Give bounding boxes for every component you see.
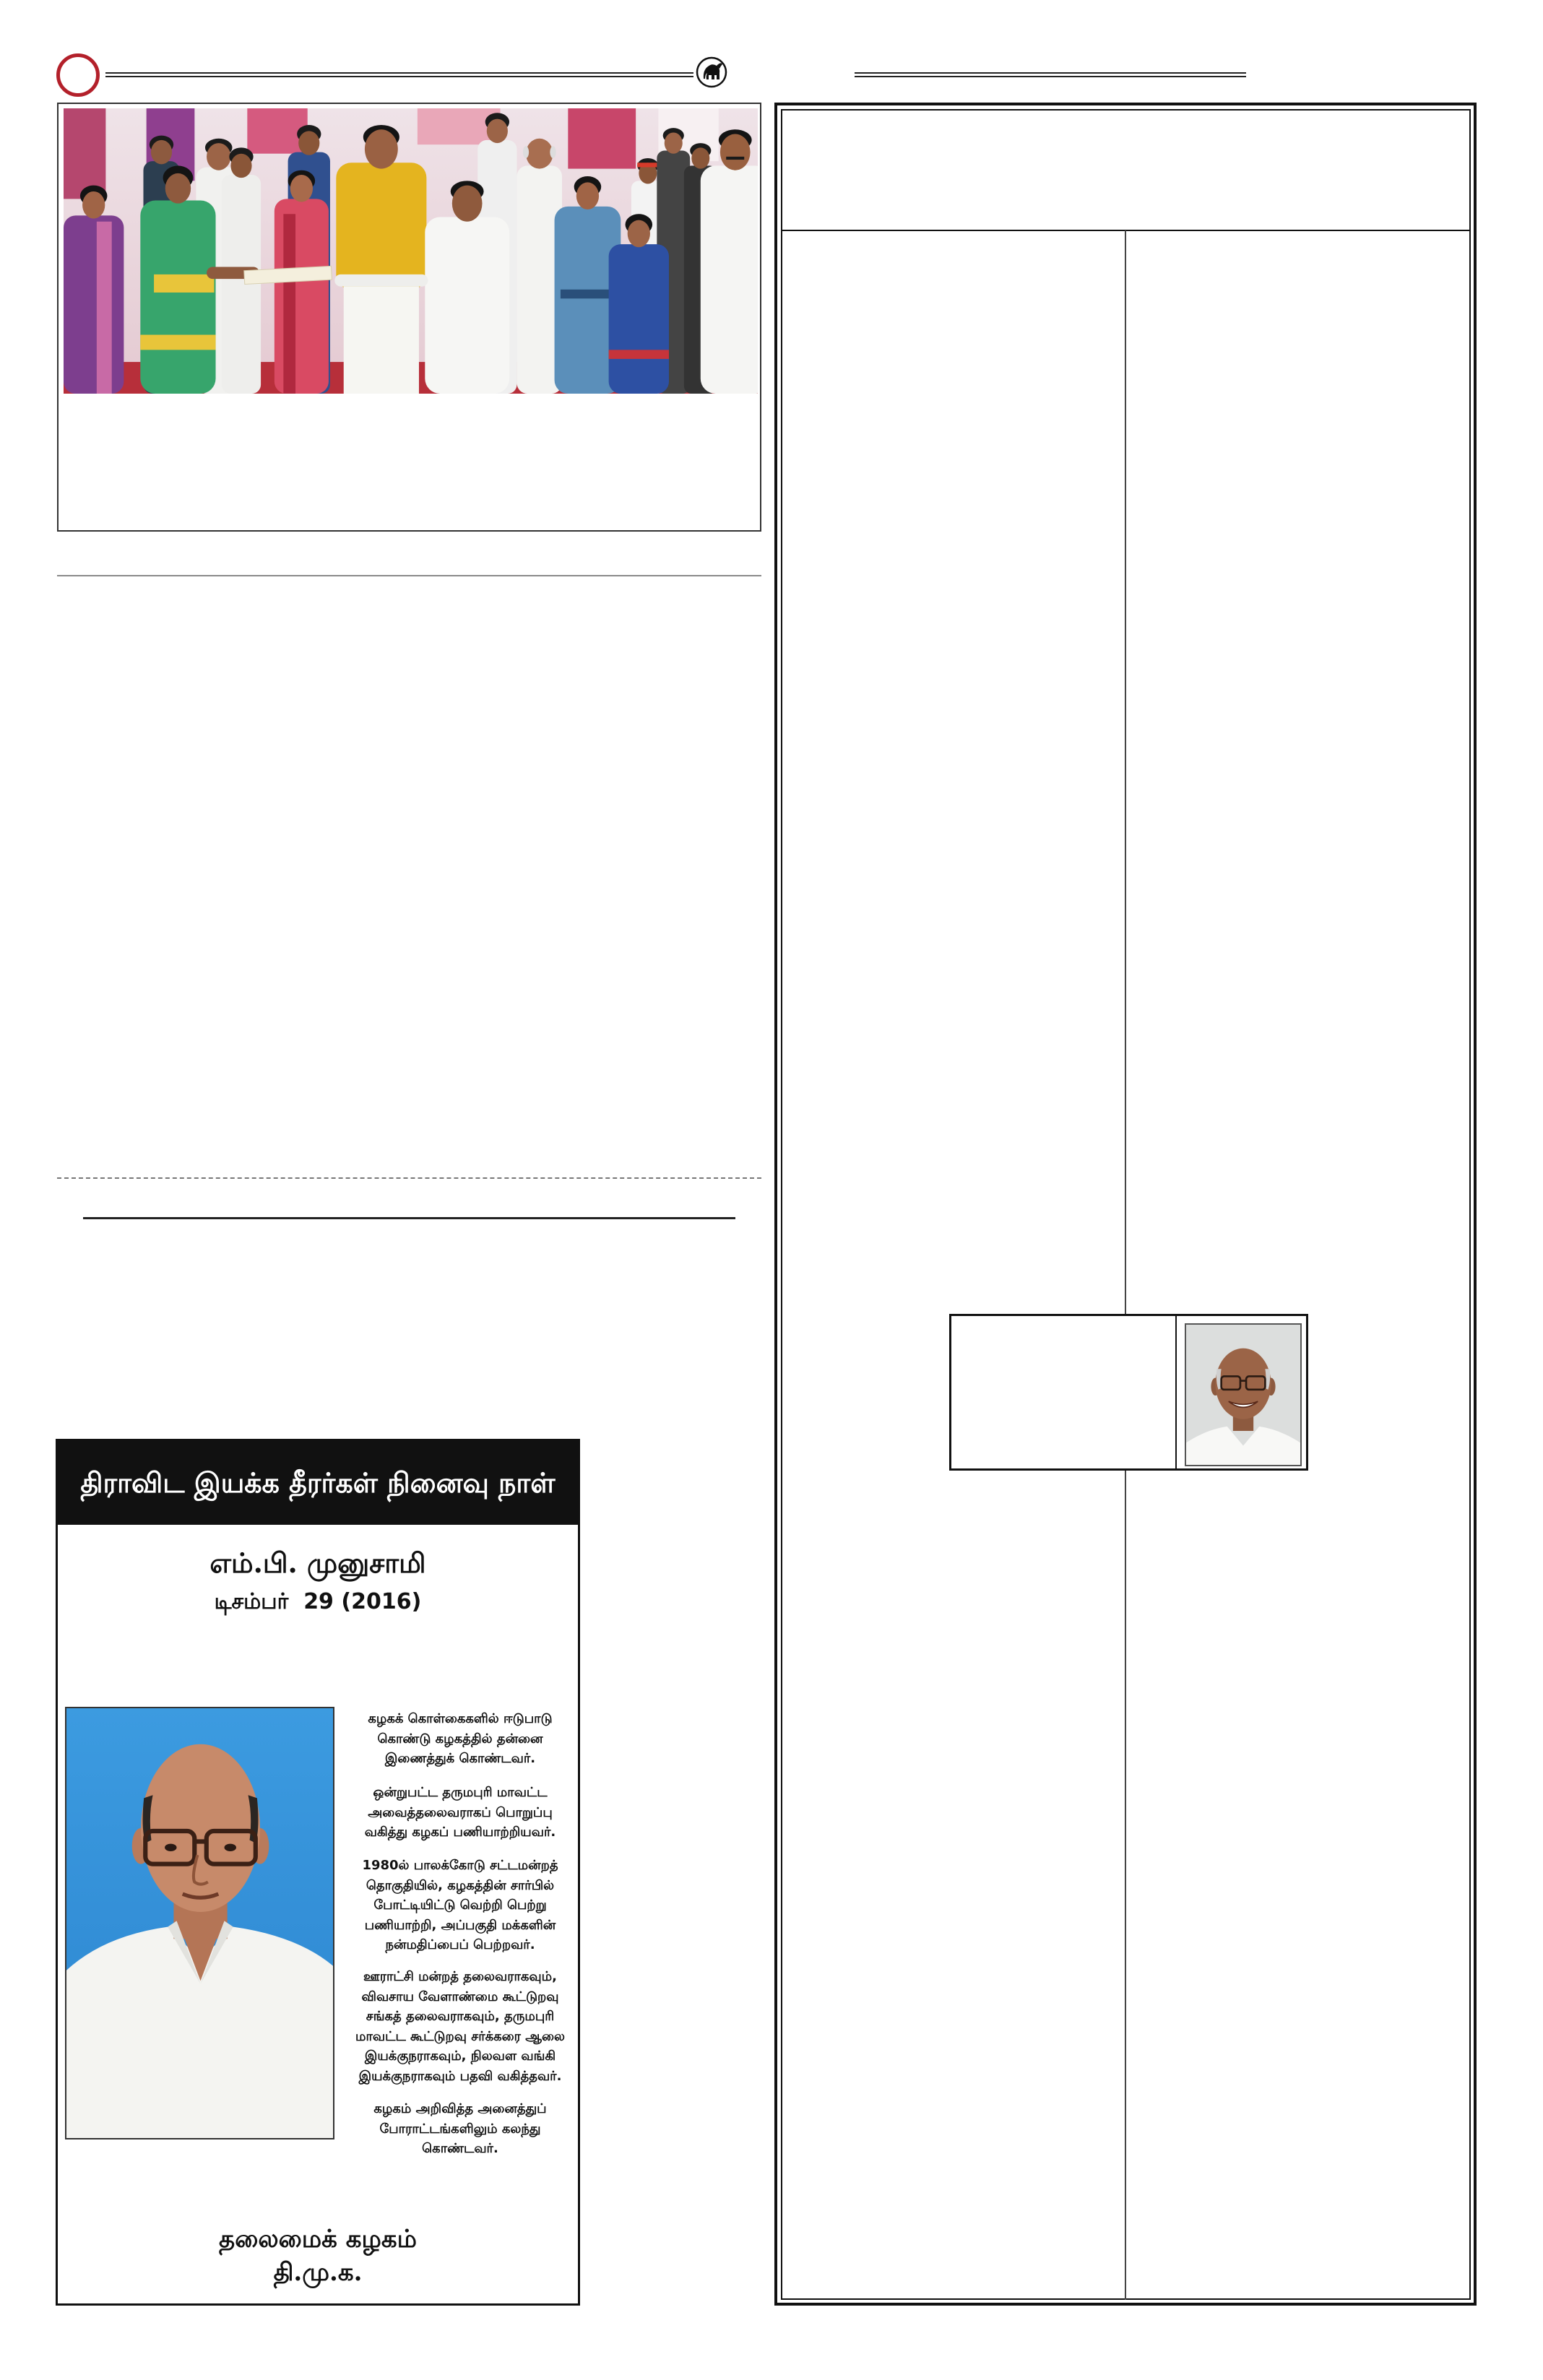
paragraph-line: ஊராட்சி மன்றத் தலைவராகவும், <box>363 1969 557 1984</box>
memorial-paragraph <box>342 2099 578 2159</box>
person-figure <box>64 186 124 394</box>
paragraph-line: கொண்டு கழகத்தில் தன்னை <box>377 1731 543 1747</box>
person-figure <box>701 129 758 394</box>
paragraph-line: மாவட்ட கூட்டுறவு சர்க்கரை ஆலை <box>355 2028 565 2044</box>
signature-line-2: தி.மு.க. <box>273 2258 363 2287</box>
paragraph-line: போட்டியிட்டு வெற்றி பெற்று <box>373 1897 547 1913</box>
memorial-paragraph <box>342 1783 578 1843</box>
paragraph-line: நன்மதிப்பைப் பெற்றவர். <box>385 1937 535 1952</box>
paragraph-line: 1980ல் பாலக்கோடு சட்டமன்றத் <box>362 1858 558 1873</box>
headline-rule <box>83 1217 735 1219</box>
paragraph-line: கழகம் அறிவித்த அனைத்துப் <box>373 2101 547 2116</box>
column-divider <box>1125 230 1126 1314</box>
paragraph-line: இயக்குநராகவும் பதவி வகித்தவர். <box>358 2068 562 2084</box>
inset-portrait <box>1185 1323 1302 1466</box>
paragraph-line: கொண்டவர். <box>422 2141 498 2156</box>
paragraph-line: தொகுதியில், கழகத்தின் சார்பில் <box>366 1877 555 1893</box>
memorial-portrait <box>65 1707 334 2139</box>
memorial-name: எம்.பி. முனுசாமி <box>209 1546 426 1579</box>
dashed-divider <box>57 1177 761 1179</box>
signature-line-1: தலைமைக் கழகம் <box>219 2225 417 2254</box>
memorial-paragraph <box>342 1967 578 2086</box>
memorial-paragraph <box>342 1709 578 1769</box>
page-marker-circle <box>56 53 100 97</box>
memorial-banner: திராவிட இயக்க தீரர்கள் நினைவு நாள் <box>58 1441 578 1525</box>
paragraph-line: சங்கத் தலைவராகவும், தருமபுரி <box>366 2009 555 2024</box>
header-rule-right <box>855 72 1246 77</box>
paragraph-line: இணைத்துக் கொண்டவர். <box>384 1751 536 1766</box>
paragraph-line: வகித்து கழகப் பணியாற்றியவர். <box>364 1825 556 1840</box>
paragraph-line: விவசாய வேளாண்மை கூட்டுறவு <box>361 1989 559 2004</box>
paragraph-line: அவைத்தலைவராகப் பொறுப்பு <box>368 1804 553 1820</box>
memorial-paragraph <box>342 1856 578 1955</box>
paragraph-line: ஒன்றுபட்ட தருமபுரி மாவட்ட <box>373 1785 548 1800</box>
memorial-notice <box>56 1439 580 2306</box>
column-divider <box>1125 1471 1126 2300</box>
section-divider <box>57 575 761 576</box>
person-figure <box>336 125 426 394</box>
event-photo <box>64 108 758 394</box>
emblem-icon <box>695 56 728 89</box>
paragraph-line: கழகக் கொள்கைகளில் ஈடுபாடு <box>368 1711 553 1726</box>
paragraph-line: பணியாற்றி, அப்பகுதி மக்களின் <box>364 1917 556 1933</box>
memorial-date: டிசம்பர் 29 (2016) <box>214 1589 422 1614</box>
inset-divider <box>1175 1314 1177 1471</box>
paragraph-line: இயக்குநராகவும், நிலவள வங்கி <box>364 2048 556 2064</box>
header-rule-left <box>105 72 693 77</box>
paragraph-line: போராட்டங்களிலும் கலந்து <box>379 2121 541 2137</box>
